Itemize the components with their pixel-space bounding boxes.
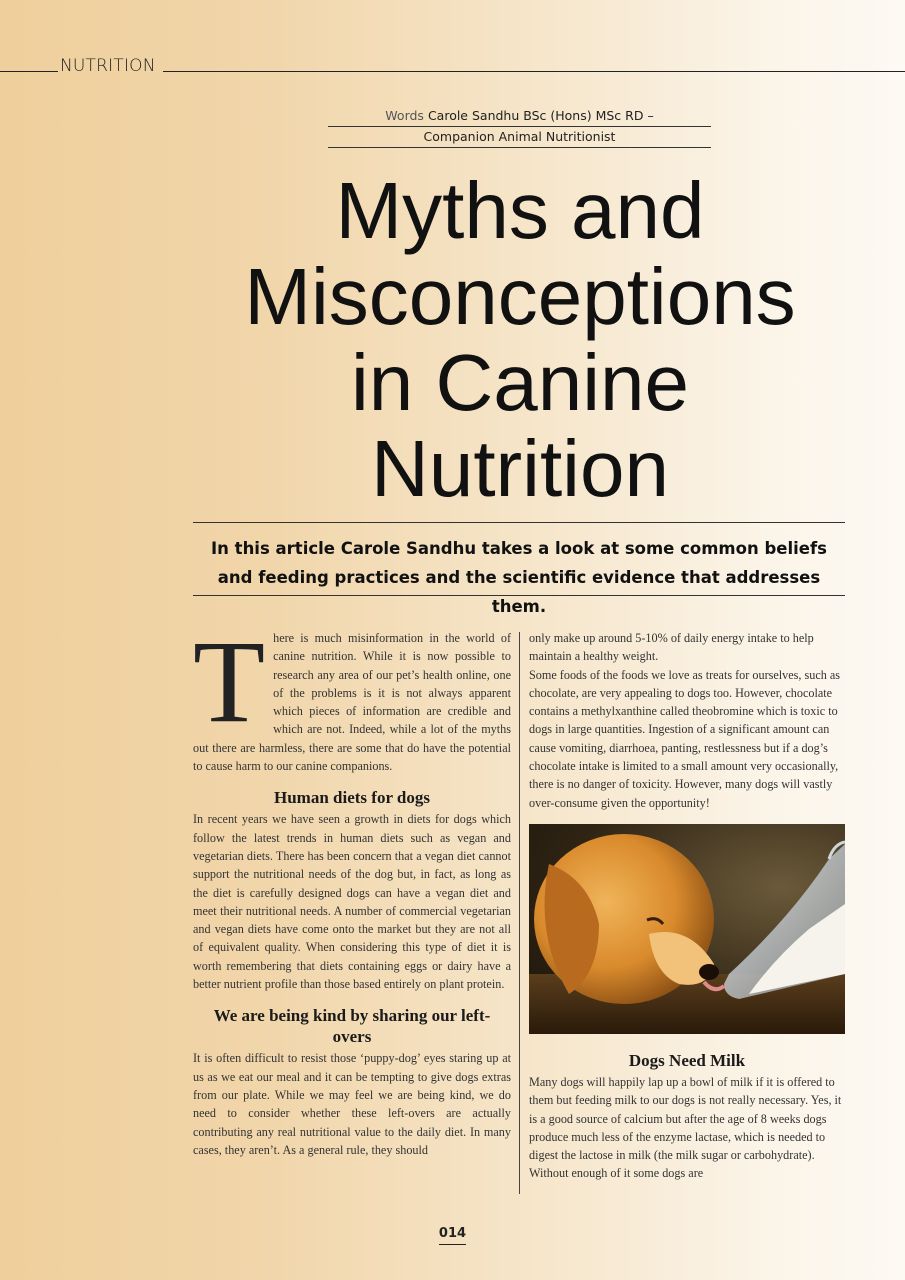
page-number bbox=[0, 1226, 905, 1245]
article-column-right bbox=[529, 629, 845, 1183]
subheading-leftovers: We are being kind by sharing our left-overs bbox=[213, 1006, 491, 1047]
byline-author: Carole Sandhu BSc (Hons) MSc RD – bbox=[427, 108, 654, 123]
body-human-diets: In recent years we have seen a growth in diets for dogs which follow the latest trends in human diets such as vegan and vegetarian diets. There has been concern that a vegan diet cannot support the nutritional needs of the dog but, in fact, as long as the diet is carefully designed dogs can have a vegan diet and meet their nutritional needs. A number of commercial vegetarian and vegan diets have come onto the market but they are not all of equivalent quality. When considering this type of diet it is worth remembering that diets containing eggs or dairy have a better nutrient profile than those based entirely on plant protein. bbox=[193, 812, 511, 992]
section-rule-right bbox=[163, 71, 905, 72]
body-treats: Some foods of the foods we love as treats for ourselves, such as chocolate, are very appealing to dogs too. However, chocolate contains a methylxanthine called theobromine which is toxic to dogs in large quantities. Ingestion of a significant amount can cause vomiting, diarrhoea, panting, restlessness but if a dog’s chocolate intake is limited to a small amount very occasionally, there is no danger of toxicity. However, many dogs will vastly over-consume given the opportunity! bbox=[529, 667, 841, 810]
subheading-milk: Dogs Need Milk bbox=[628, 1050, 746, 1070]
body-leftovers-continued: only make up around 5-10% of daily energy intake to help maintain a healthy weight. bbox=[529, 631, 814, 664]
subheading-human-diets: Human diets for dogs bbox=[273, 788, 430, 808]
standfirst-text: In this article Carole Sandhu takes a look at some common beliefs and feeding practices and the scientific evidence that addresses them. bbox=[211, 539, 827, 616]
body-leftovers: It is often difficult to resist those ‘puppy-dog’ eyes staring up at us as we eat our meal and it can be tempting to give dogs extras from our plate. While we may feel we are being kind, we do need to consider whether these left-overs are actually contributing any real nutritional value to the daily diet. In many cases, they aren’t. As a general rule, they should bbox=[193, 1051, 511, 1157]
standfirst bbox=[193, 522, 845, 616]
article-column-left bbox=[193, 616, 511, 1159]
headline-line: Nutrition bbox=[371, 424, 669, 513]
body-milk: Many dogs will happily lap up a bowl of milk if it is offered to them but feeding milk to our dogs is not really necessary. Yes, it is a good source of calcium but after the age of 8 weeks dogs produce much less of the enzyme lactase, which is needed to digest the lactose in milk (the milk sugar or carbohydrate). Without enough of it some dogs are bbox=[529, 1074, 842, 1181]
page-number-text: 014 bbox=[439, 1226, 466, 1245]
article-headline bbox=[195, 168, 845, 512]
puppy-drinking-milk-photo bbox=[529, 824, 845, 1034]
byline bbox=[328, 106, 711, 148]
puppy-photo-illustration bbox=[529, 824, 845, 1034]
section-label: NUTRITION bbox=[60, 56, 156, 76]
headline-line: in Canine bbox=[350, 338, 689, 427]
byline-author-row bbox=[328, 106, 711, 127]
section-header bbox=[0, 56, 905, 76]
byline-prefix: Words bbox=[385, 108, 424, 123]
byline-role: Companion Animal Nutritionist bbox=[328, 127, 711, 148]
section-rule-left bbox=[0, 71, 58, 72]
headline-line: Misconceptions bbox=[244, 252, 796, 341]
column-divider bbox=[519, 632, 520, 1194]
drop-cap: T bbox=[193, 616, 266, 747]
intro-paragraph bbox=[193, 616, 511, 775]
intro-text: here is much misinformation in the world of canine nutrition. While it is now possible to research any area of our pet’s health online, one of the problems is it is not always apparent which pieces of information are credible and which are not. Indeed, while a lot of the myths out there are harmless, there are some that do have the potential to cause harm to our canine companions. bbox=[193, 631, 511, 774]
headline-line: Myths and bbox=[335, 166, 705, 255]
